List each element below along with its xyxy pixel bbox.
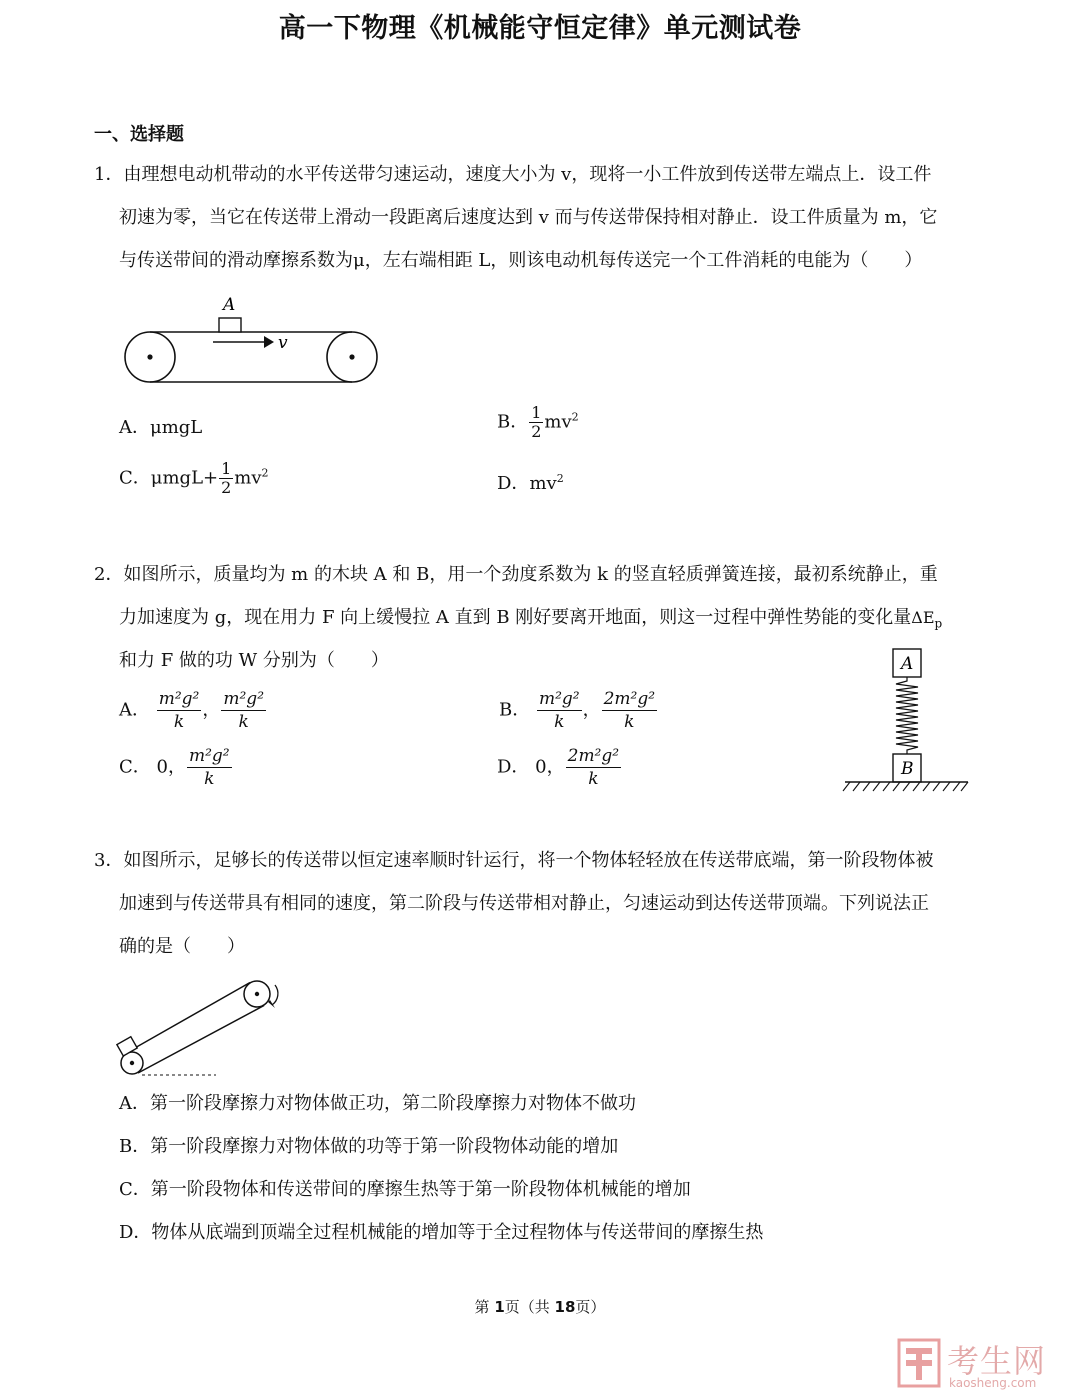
clockwise-rotation-arrow [272,985,278,1005]
fraction [157,688,202,733]
q2-line-2 [119,607,942,629]
q1-line-3: 与传送带间的滑动摩擦系数为μ，左右端相距 L，则该电动机每传送完一个工件消耗的电能为（ ） [119,250,923,271]
q2-line-2-text: 力加速度为 g，现在用力 F 向上缓慢拉 A 直到 B 刚好要离开地面，则这一过程中弹性势能的变化量 [119,607,912,628]
fraction-denominator: k [204,769,215,789]
fraction-half [529,404,543,441]
q3-option-d[interactable]: D．物体从底端到顶端全过程机械能的增加等于全过程物体与传送带间的摩擦生热 [119,1222,764,1243]
option-b-text: mv [544,411,572,433]
fraction-half [219,460,233,497]
page-title: 高一下物理《机械能守恒定律》单元测试卷 [278,13,802,44]
fraction-numerator: 2m²g² [603,689,656,709]
fraction-denominator: k [238,712,249,732]
section-heading: 一、选择题 [94,124,184,145]
watermark-logo-icon [897,1338,941,1388]
fraction-numerator: m²g² [538,689,580,709]
q2-option-b[interactable] [499,688,658,733]
q1-line-1: 1．由理想电动机带动的水平传送带匀速运动，速度大小为 v，现将一小工件放到传送带左端点上．设工件 [94,164,932,185]
velocity-arrowhead [264,336,274,348]
fraction-numerator: 2m²g² [567,746,620,766]
option-c-text-2: mv [234,467,262,489]
fraction-numerator: 1 [531,403,542,422]
q3-line-3: 确的是（ ） [119,936,245,957]
q2-option-c[interactable] [119,745,233,790]
footer-mid: 页（共 [504,1298,555,1316]
option-d-label: D． [497,473,530,494]
delta-ep-subscript: p [934,616,943,631]
option-d-zero: 0， [535,756,565,778]
footer-page-number: 1 [494,1298,505,1316]
option-c-exponent: 2 [261,466,269,480]
footer-suffix: 页） [575,1298,606,1316]
watermark-domain: kaosheng.com [949,1376,1037,1390]
q3-inclined-conveyor-figure [112,975,292,1080]
watermark [897,1336,1067,1392]
option-c-label: C． [119,467,151,489]
belt-lower [138,1006,264,1074]
fraction [566,745,621,790]
fraction-numerator: m²g² [158,689,200,709]
conveyor-belt [125,332,377,382]
spring [896,677,918,754]
q1-conveyor-figure [118,290,383,390]
fraction [221,688,266,733]
option-a-label: A． [119,699,150,721]
q1-option-b[interactable] [497,404,579,441]
block-a-label: A [901,654,914,674]
option-b-label: B． [497,411,529,433]
q3-option-c[interactable]: C．第一阶段物体和传送带间的摩擦生热等于第一阶段物体机械能的增加 [119,1179,691,1200]
q3-line-2: 加速到与传送带具有相同的速度，第二阶段与传送带相对静止，匀速运动到达传送带顶端。下列说法正 [119,893,929,914]
separator: ， [582,699,601,721]
fraction-numerator: m²g² [223,689,265,709]
bottom-axle [130,1061,134,1065]
fraction-denominator: k [588,769,599,789]
belt-upper [126,983,250,1054]
ground-hatching [843,782,968,791]
option-a-text: μmgL [150,417,203,438]
right-pulley-axle [349,354,354,359]
q1-line-2: 初速为零，当它在传送带上滑动一段距离后速度达到 v 而与传送带保持相对静止．设工件质量为 m，它 [119,207,938,228]
option-d-label: D． [497,756,530,778]
block-a [219,318,241,332]
page-footer [0,1296,1080,1317]
q2-line-1: 2．如图所示，质量均为 m 的木块 A 和 B，用一个劲度系数为 k 的竖直轻质弹簧连接，最初系统静止，重 [94,564,938,585]
q2-option-d[interactable] [497,745,622,790]
fraction [602,688,657,733]
q2-line-3: 和力 F 做的功 W 分别为（ ） [119,650,389,671]
fraction-denominator: k [624,712,635,732]
fraction-denominator: k [554,712,565,732]
option-c-label: C． [119,756,151,778]
fraction-numerator: 1 [221,459,232,478]
q2-spring-figure [840,645,975,797]
q1-option-a[interactable] [119,417,202,439]
block-b-label: B [901,759,914,779]
option-d-exponent: 2 [556,472,564,485]
separator: ， [202,699,221,721]
option-b-exponent: 2 [571,410,579,424]
option-c-zero: 0， [156,756,186,778]
option-a-label: A． [119,417,150,438]
fraction [187,745,232,790]
q3-option-b[interactable]: B．第一阶段摩擦力对物体做的功等于第一阶段物体动能的增加 [119,1136,619,1157]
q3-line-1: 3．如图所示，足够长的传送带以恒定速率顺时针运行，将一个物体轻轻放在传送带底端，第一阶段物体被 [94,850,934,871]
option-b-label: B． [499,699,531,721]
velocity-label: v [278,333,288,353]
fraction-numerator: m²g² [188,746,230,766]
fraction-denominator: k [173,712,185,732]
option-c-text: μmgL+ [150,467,219,489]
fraction [537,688,582,733]
delta-ep-symbol: ΔE [911,608,935,627]
option-d-text: mv [529,473,557,494]
q1-option-d[interactable] [497,473,564,495]
left-pulley-axle [147,354,152,359]
block-a-label: A [223,295,236,315]
q3-option-a[interactable]: A．第一阶段摩擦力对物体做正功，第二阶段摩擦力对物体不做功 [119,1093,636,1114]
footer-prefix: 第 [474,1298,495,1316]
fraction-denominator: 2 [221,478,232,497]
top-axle [255,992,259,996]
fraction-denominator: 2 [531,422,542,441]
q1-option-c[interactable] [119,460,269,497]
footer-total-pages: 18 [554,1298,576,1316]
watermark-brand: 考生网 [947,1342,1047,1380]
q2-option-a[interactable] [119,688,267,733]
